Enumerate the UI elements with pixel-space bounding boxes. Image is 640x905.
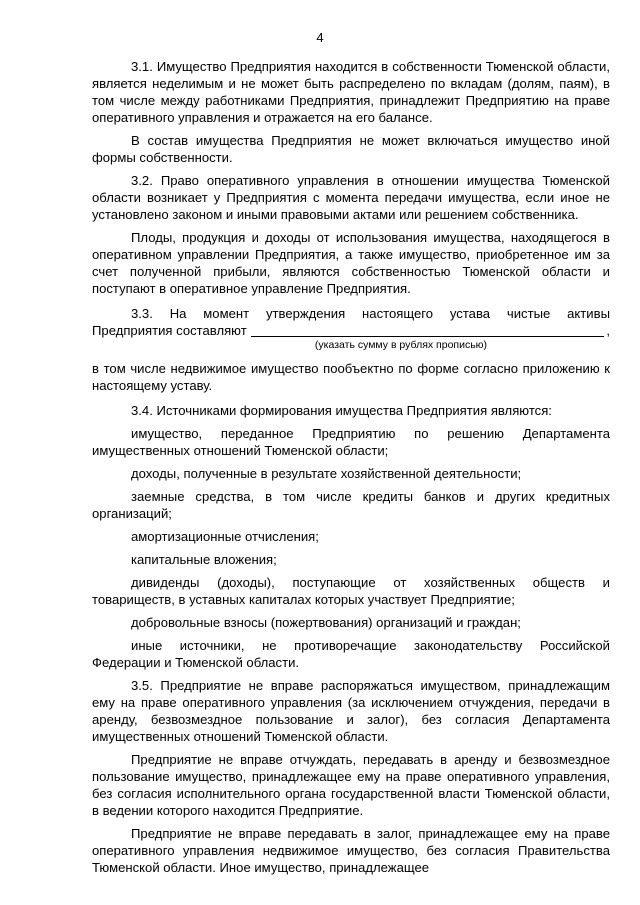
paragraph-3-1: 3.1. Имущество Предприятия находится в собственности Тюменской области, является неделимым и не может быть распределено по вкладам (долям, паям), в том числе между работниками Предприятия, принадлежит Предприятию на праве оперативного управления и отражается на его балансе. xyxy=(92,59,610,125)
paragraph-fruits-income: Плоды, продукция и доходы от использования имущества, находящегося в оперативном управлении Предприятия, а также имущество, приобретенное им за счет полученной прибыли, являются собственностью Тюменской области и поступают в оперативное управление Предприятия. xyxy=(92,230,610,296)
net-assets-hint: (указать сумму в рублях прописью) xyxy=(314,339,488,351)
net-assets-label: Предприятия составляют xyxy=(92,323,247,338)
paragraph-pledge: Предприятие не вправе передавать в залог, принадлежащее ему на праве оперативного управления недвижимое имущество, без согласия Правительства Тюменской области. Иное имущество, принадлежащее xyxy=(92,826,610,875)
document-body xyxy=(92,58,610,882)
paragraph-3-2: 3.2. Право оперативного управления в отношении имущества Тюменской области возникает у Предприятия с момента передачи имущества, если иное не установлено законом и иными правовыми актами или решением собственника. xyxy=(92,173,610,222)
paragraph-3-3-continuation: в том числе недвижимое имущество пообъектно по форме согласно приложению к настоящему уставу. xyxy=(92,361,610,393)
paragraph-property-form: В состав имущества Предприятия не может включаться имущество иной формы собственности. xyxy=(92,133,610,165)
list-item-source-income: доходы, полученные в результате хозяйственной деятельности; xyxy=(131,466,522,481)
page-number: 4 xyxy=(316,30,324,45)
list-item-source-depreciation: амортизационные отчисления; xyxy=(131,529,319,544)
net-assets-blank-line xyxy=(251,322,605,337)
paragraph-3-3-first-line: 3.3. На момент утверждения настоящего устава чистые активы xyxy=(131,306,610,321)
list-item-source-donations: добровольные взносы (пожертвования) организаций и граждан; xyxy=(131,615,521,630)
list-item-source-dividends: дивиденды (доходы), поступающие от хозяйственных обществ и товариществ, в уставных капиталах которых участвует Предприятие; xyxy=(92,575,610,607)
net-assets-fill-row xyxy=(92,322,610,339)
net-assets-comma: , xyxy=(606,323,610,338)
list-item-source-transferred: имущество, переданное Предприятию по решению Департамента имущественных отношений Тюменской области; xyxy=(92,426,610,458)
paragraph-3-5: 3.5. Предприятие не вправе распоряжаться имуществом, принадлежащим ему на праве оперативного управления (за исключением отчуждения, передачи в аренду, безвозмездное пользование и залог), без согласия Департамента имущественных отношений Тюменской области. xyxy=(92,678,610,744)
list-item-source-other: иные источники, не противоречащие законодательству Российской Федерации и Тюменской области. xyxy=(92,638,610,670)
list-item-source-capital-investments: капитальные вложения; xyxy=(131,552,277,567)
paragraph-3-4: 3.4. Источниками формирования имущества Предприятия являются: xyxy=(131,403,552,418)
list-item-source-loans: заемные средства, в том числе кредиты банков и других кредитных организаций; xyxy=(92,489,610,521)
paragraph-alienation: Предприятие не вправе отчуждать, передавать в аренду и безвозмездное пользование имущество, принадлежащее ему на праве оперативного управления, без согласия исполнительного органа государственной власти Тюменской области, в ведении которого находится Предприятие. xyxy=(92,752,610,818)
